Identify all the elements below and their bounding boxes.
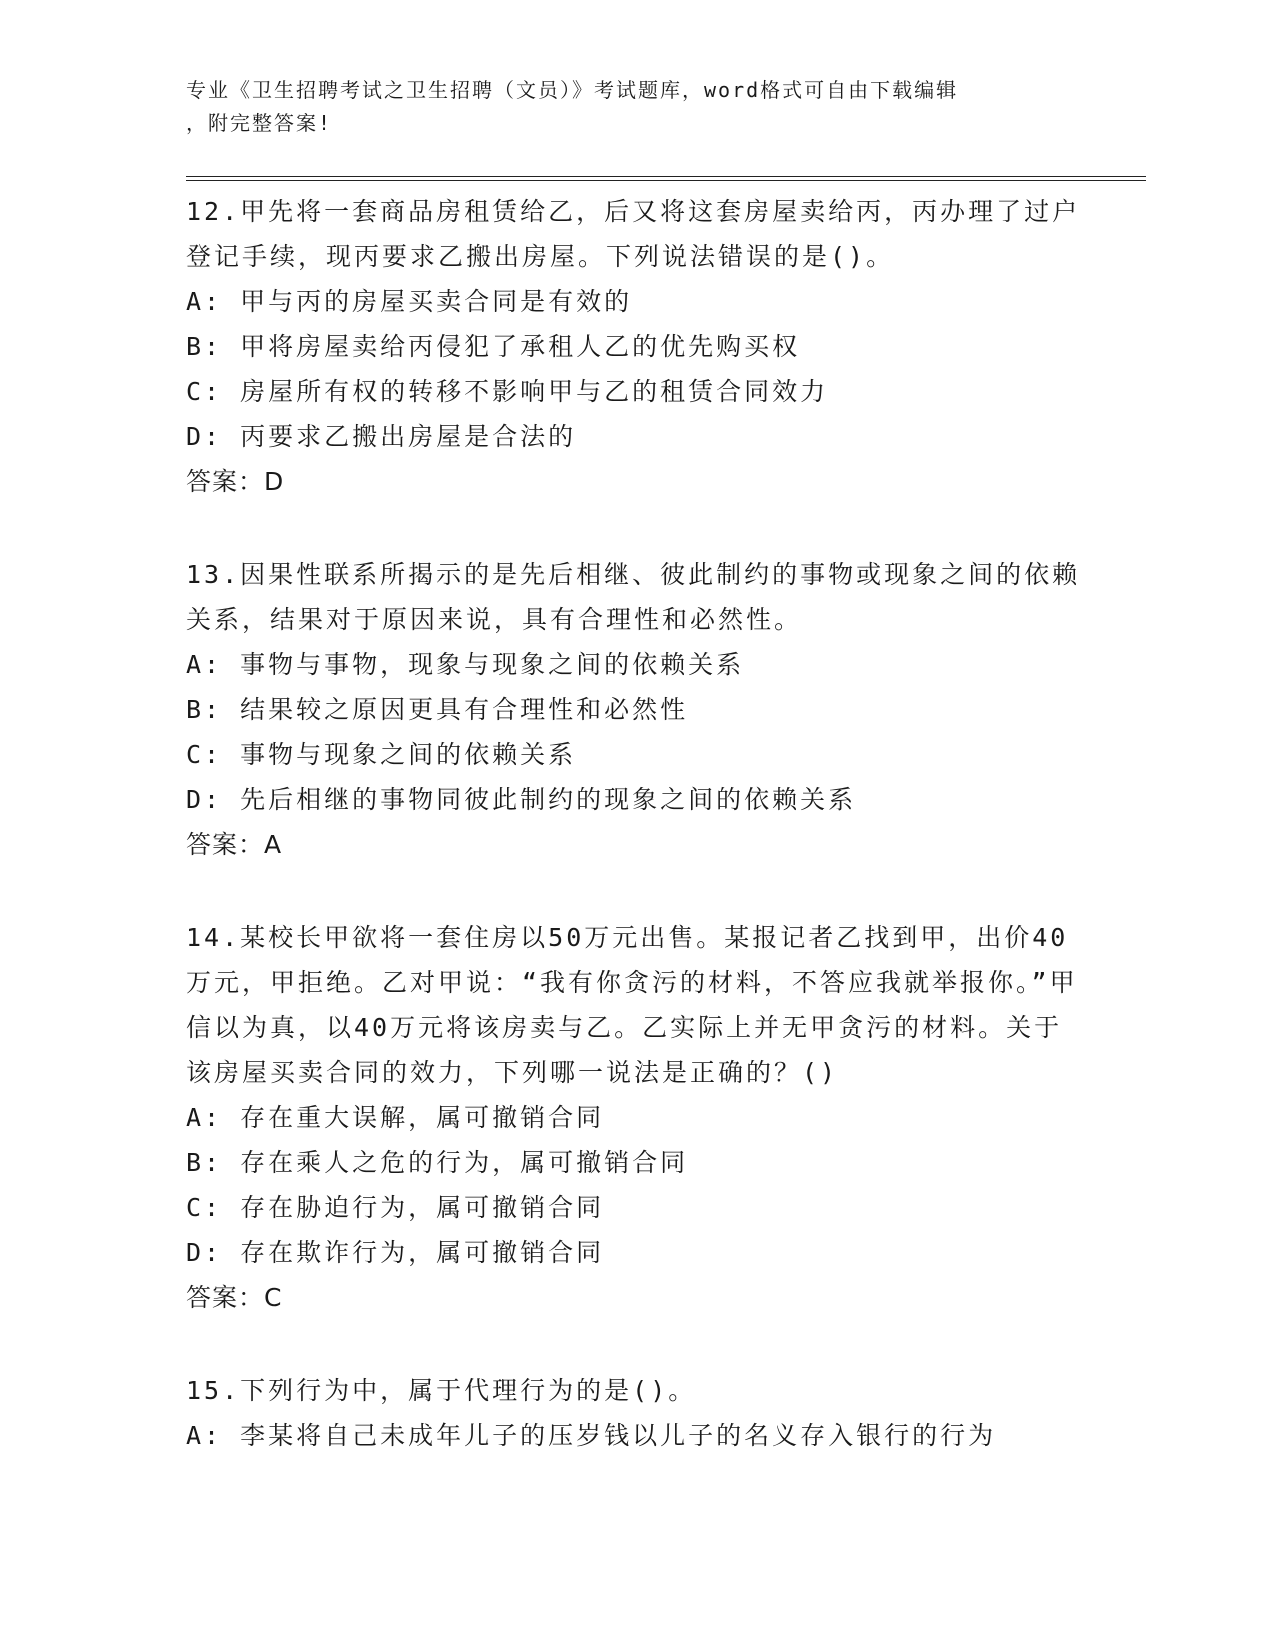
question-15 [186,1368,1086,1458]
question-stem: 14.某校长甲欲将一套住房以50万元出售。某报记者乙找到甲，出价40万元，甲拒绝。乙对甲说：“我有你贪污的材料，不答应我就举报你。”甲信以为真，以40万元将该房卖与乙。乙实际上并无甲贪污的材料。关于该房屋买卖合同的效力，下列哪一说法是正确的？() [186,923,1078,1087]
question-14 [186,915,1086,1320]
option-d: D: 丙要求乙搬出房屋是合法的 [186,422,577,451]
answer: 答案：A [186,830,283,859]
option-a: A: 存在重大误解，属可撤销合同 [186,1103,605,1132]
question-stem: 12.甲先将一套商品房租赁给乙，后又将这套房屋卖给丙，丙办理了过户登记手续，现丙要求乙搬出房屋。下列说法错误的是()。 [186,197,1081,271]
question-stem: 13.因果性联系所揭示的是先后相继、彼此制约的事物或现象之间的依赖关系，结果对于原因来说，具有合理性和必然性。 [186,560,1081,634]
option-a: A: 李某将自己未成年儿子的压岁钱以儿子的名义存入银行的行为 [186,1421,997,1450]
option-a: A: 事物与事物，现象与现象之间的依赖关系 [186,650,745,679]
question-stem: 15.下列行为中，属于代理行为的是()。 [186,1376,697,1405]
answer: 答案：D [186,467,285,496]
header-line-2: ，附完整答案! [186,111,333,135]
option-d: D: 存在欺诈行为，属可撤销合同 [186,1238,605,1267]
answer: 答案：C [186,1283,283,1312]
option-c: C: 房屋所有权的转移不影响甲与乙的租赁合同效力 [186,377,829,406]
option-b: B: 存在乘人之危的行为，属可撤销合同 [186,1148,689,1177]
header-divider-top [186,176,1146,177]
header-line-1: 专业《卫生招聘考试之卫生招聘（文员）》考试题库，word格式可自由下载编辑 [186,78,959,102]
option-a: A: 甲与丙的房屋买卖合同是有效的 [186,287,633,316]
option-b: B: 甲将房屋卖给丙侵犯了承租人乙的优先购买权 [186,332,801,361]
header-divider-bottom [186,180,1146,181]
option-d: D: 先后相继的事物同彼此制约的现象之间的依赖关系 [186,785,857,814]
option-b: B: 结果较之原因更具有合理性和必然性 [186,695,689,724]
option-c: C: 存在胁迫行为，属可撤销合同 [186,1193,605,1222]
option-c: C: 事物与现象之间的依赖关系 [186,740,577,769]
document-header [186,74,1086,140]
question-13 [186,552,1086,867]
question-12 [186,189,1086,504]
